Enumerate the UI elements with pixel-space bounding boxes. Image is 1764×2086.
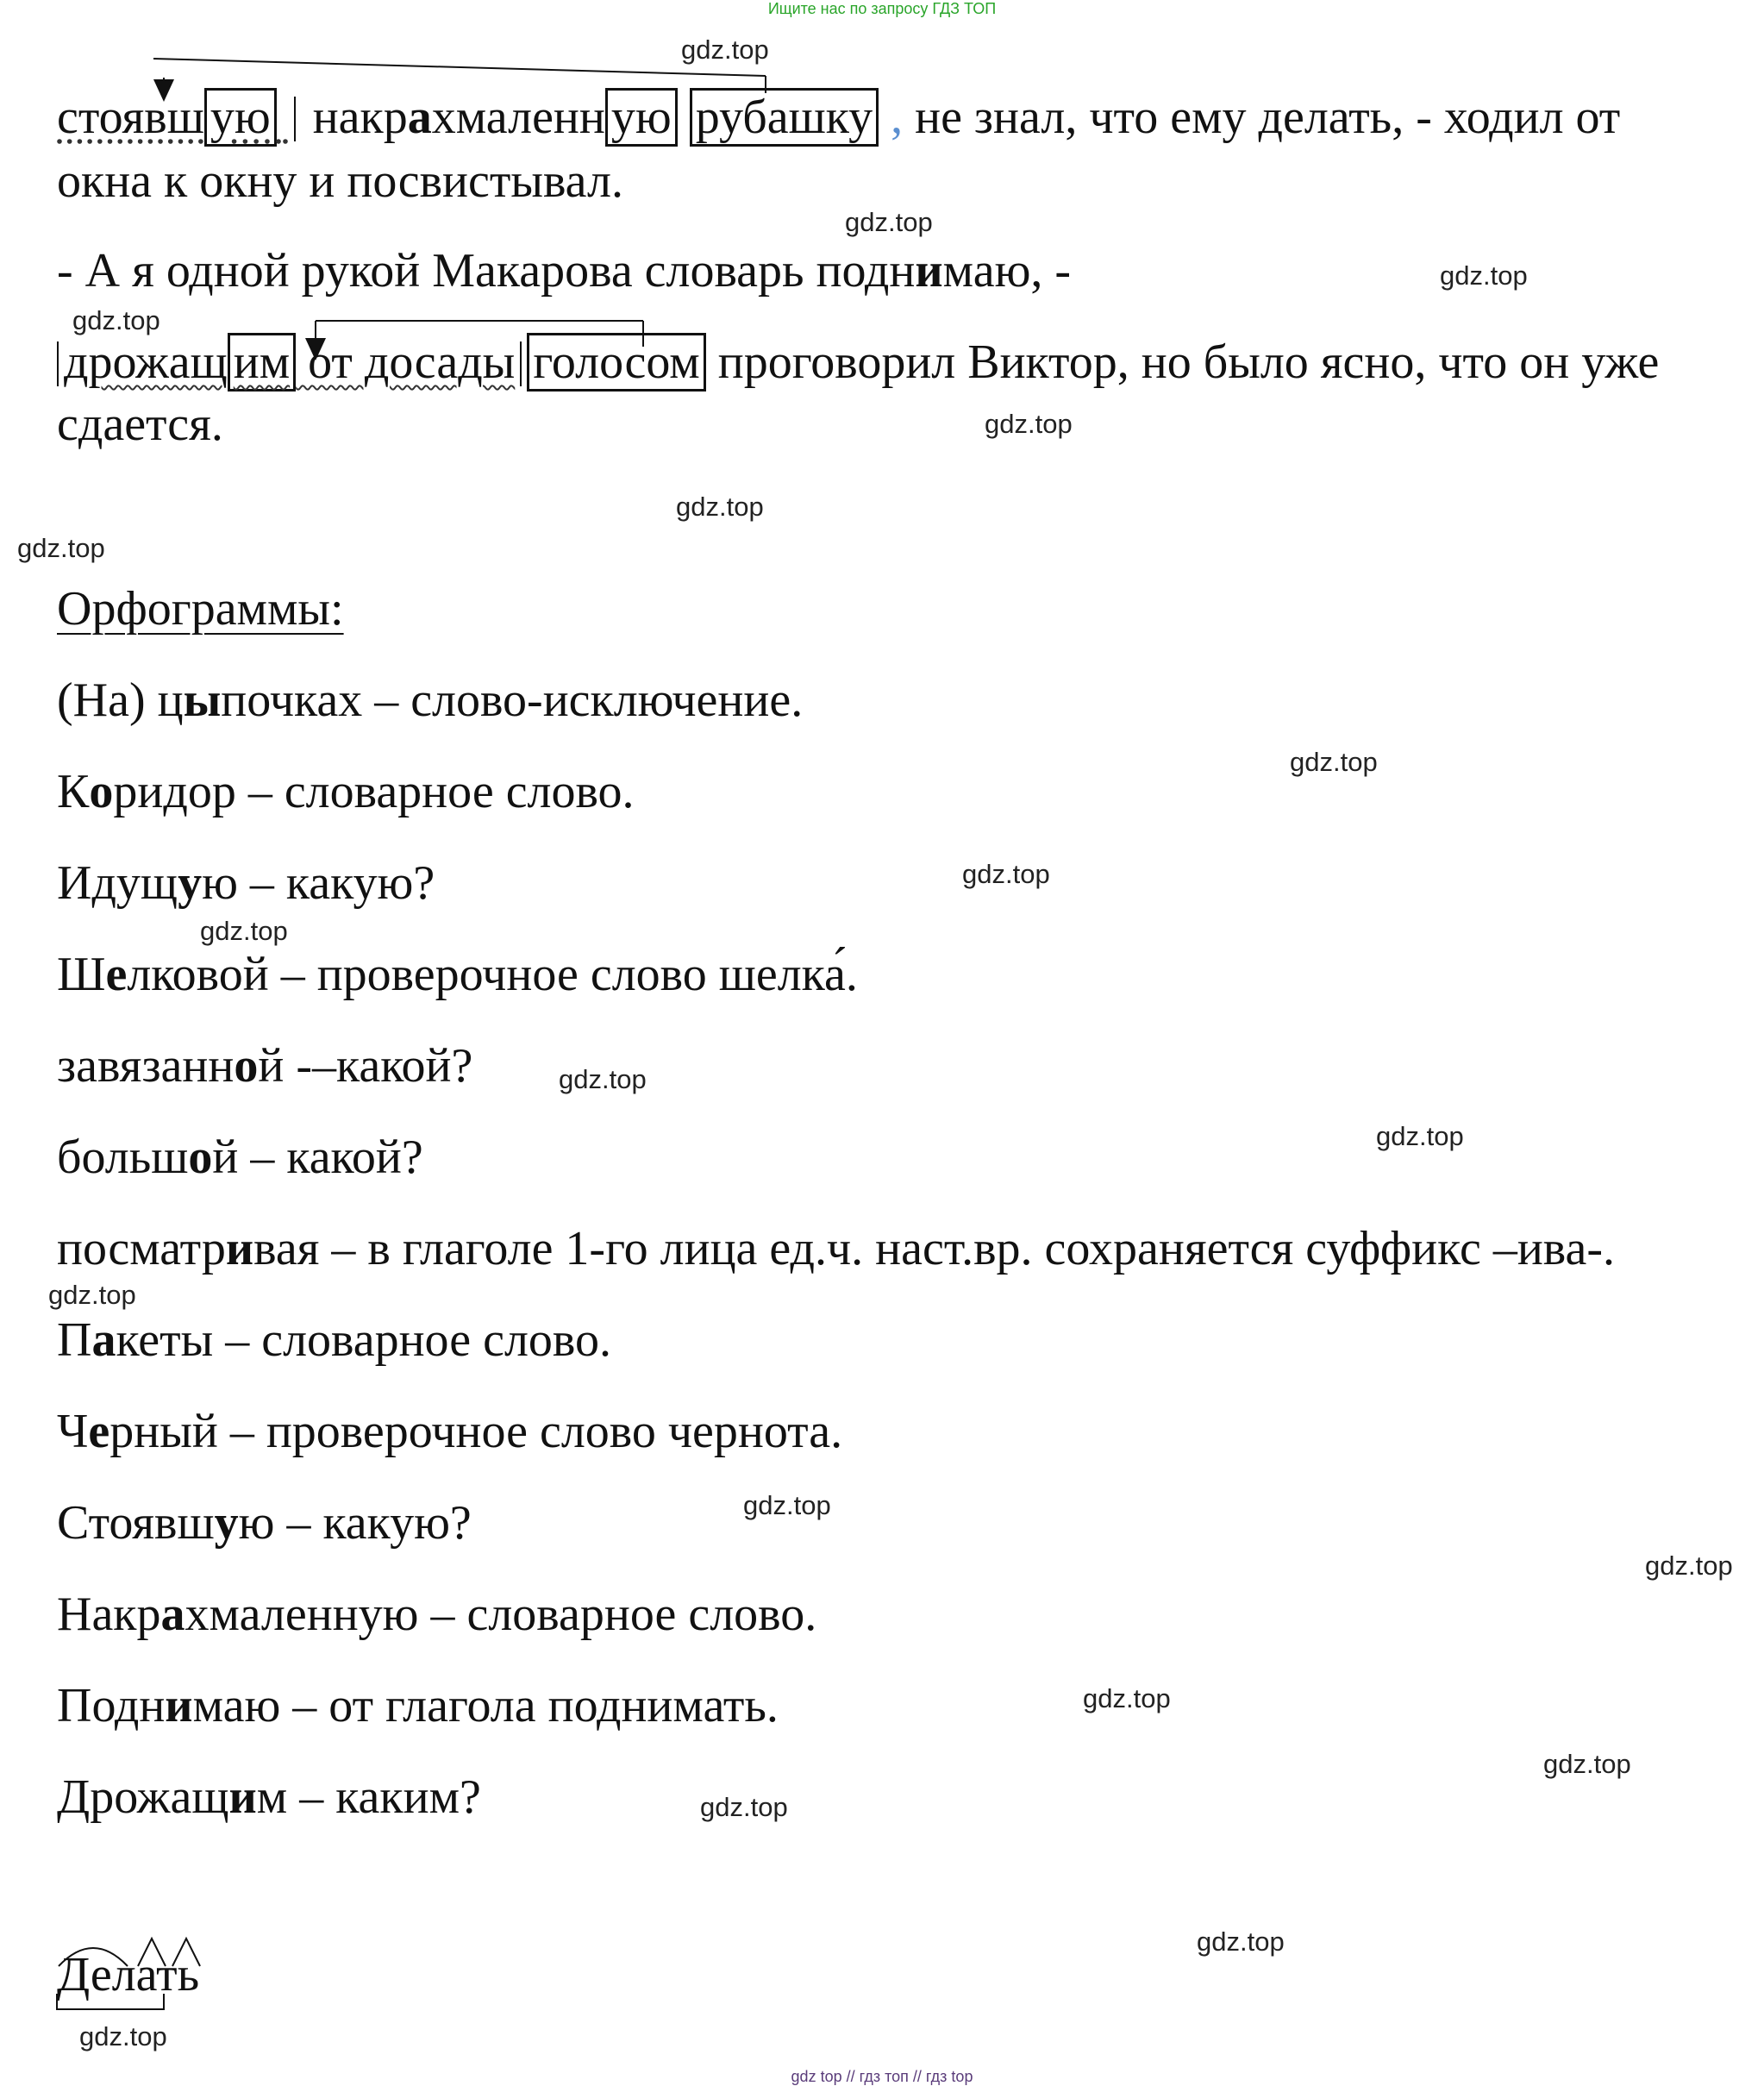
bold-letter: у	[178, 856, 203, 910]
watermark: gdz.top	[17, 533, 105, 563]
bold-letter: ы	[183, 673, 222, 727]
bold-letter: о	[89, 765, 114, 818]
top-banner: Ищите нас по запросу ГДЗ ТОП	[767, 0, 997, 17]
item-text: посматр	[57, 1222, 226, 1275]
watermark: gdz.top	[1645, 1550, 1733, 1581]
bold-letter: и	[228, 1770, 257, 1824]
item-text: лковой – проверочное слово шелка́.	[127, 948, 858, 1001]
orthogram-item	[57, 1131, 423, 1184]
orthogram-item	[57, 1407, 842, 1456]
watermark: gdz.top	[48, 1280, 136, 1310]
word-part: - А я одной рукой Макарова словарь подн	[57, 244, 916, 298]
word-part: не знал, что ему делать, - ходил от	[903, 91, 1621, 144]
watermark: gdz.top	[700, 1792, 788, 1822]
bold-letter: и	[225, 1222, 254, 1275]
item-text: К	[57, 765, 90, 818]
item-text: почках – слово-исключение.	[221, 673, 804, 727]
watermark: gdz.top	[681, 34, 769, 65]
item-text: завязанн	[57, 1039, 235, 1093]
morpheme-marks	[52, 1914, 224, 2018]
bold-letter: а	[407, 91, 432, 144]
watermark: gdz.top	[200, 916, 288, 946]
item-text: Накр	[57, 1588, 161, 1641]
orthogram-item	[57, 1039, 473, 1093]
watermark: gdz.top	[676, 492, 764, 522]
item-text: Стоявш	[57, 1496, 215, 1550]
bold-letter: и	[165, 1679, 193, 1732]
bold-letter: о	[234, 1039, 259, 1093]
item-text: Подн	[57, 1679, 166, 1732]
watermark: gdz.top	[743, 1490, 831, 1520]
ending-box: ую	[605, 88, 678, 147]
orthogram-item	[57, 673, 804, 727]
item-text: ридор – словарное слово.	[113, 765, 635, 818]
text-line-2: окна к окну и посвистывал.	[57, 154, 623, 208]
watermark: gdz.top	[1543, 1749, 1631, 1779]
item-text: Идущ	[57, 856, 178, 910]
item-text: рный – проверочное слово чернота.	[109, 1405, 843, 1458]
orthogram-item	[57, 856, 435, 910]
bold-letter: и	[915, 244, 943, 298]
word-part: хмаленн	[431, 91, 605, 144]
item-text: ю – какую?	[238, 1496, 472, 1550]
participle-phrase-2	[64, 333, 515, 392]
word-part: от досады	[296, 335, 516, 389]
watermark: gdz.top	[962, 859, 1050, 889]
bold-letter: у	[214, 1496, 239, 1550]
item-text: м – каким?	[256, 1770, 481, 1824]
text-line-5: сдается.	[57, 398, 223, 451]
phrase-bar	[57, 341, 59, 386]
watermark: gdz.top	[1197, 1926, 1285, 1957]
item-text: Ч	[57, 1405, 89, 1458]
item-text: ю – какую?	[202, 856, 435, 910]
word-part: накр	[300, 91, 408, 144]
watermark: gdz.top	[72, 305, 160, 335]
item-text: больш	[57, 1131, 189, 1184]
participle-phrase-1	[57, 88, 289, 147]
last-word: Делать	[57, 1948, 200, 2001]
word-part: дрожащ	[64, 335, 228, 389]
item-text: кеты – словарное слово.	[116, 1313, 611, 1367]
watermark: gdz.top	[1440, 260, 1528, 291]
bold-letter: а	[91, 1313, 116, 1367]
word-part: проговорил Виктор, но было ясно, что он уже	[705, 335, 1660, 389]
item-text: хмаленную – словарное слово.	[185, 1588, 817, 1641]
item-text: Дрожащ	[57, 1770, 229, 1824]
text-line-3	[57, 244, 1072, 298]
watermark: gdz.top	[985, 409, 1073, 439]
phrase-bar	[520, 341, 522, 386]
bold-letter: а	[160, 1588, 185, 1641]
item-text: маю – от глагола поднимать.	[192, 1679, 779, 1732]
watermark: gdz.top	[1290, 747, 1378, 777]
orthogram-item	[57, 1313, 611, 1367]
watermark: gdz.top	[845, 207, 933, 237]
orthogram-item	[57, 950, 858, 999]
watermark: gdz.top	[1083, 1683, 1171, 1713]
ending-box: им	[228, 333, 296, 392]
item-text: (На) ц	[57, 673, 184, 727]
item-text: й -–какой?	[258, 1039, 473, 1093]
phrase-bar	[294, 97, 296, 141]
word-part: стоявш	[57, 91, 204, 144]
word-part: маю, -	[942, 244, 1072, 298]
item-text: П	[57, 1313, 92, 1367]
bold-letter: о	[188, 1131, 213, 1184]
watermark: gdz.top	[559, 1064, 647, 1094]
comma: ,	[891, 91, 904, 144]
item-text: вая – в глаголе 1-го лица ед.ч. наст.вр. сохраняется суффикс –ива-.	[253, 1222, 1615, 1275]
bold-letter: е	[88, 1405, 110, 1458]
text-line-4	[57, 335, 1660, 389]
noun-box: рубашку	[690, 88, 879, 147]
orthogram-item	[57, 767, 635, 816]
item-text: Ш	[57, 948, 106, 1001]
orthogram-item	[57, 1770, 481, 1824]
ending-box: ую	[204, 88, 277, 147]
footer-links[interactable]: gdz top // гдз топ // гдз top	[791, 2068, 973, 2085]
watermark: gdz.top	[79, 2021, 167, 2052]
watermark: gdz.top	[1376, 1121, 1464, 1151]
text-line-1	[57, 91, 1621, 144]
item-text: й – какой?	[212, 1131, 423, 1184]
orthogram-item	[57, 1588, 817, 1641]
noun-box: голосом	[527, 333, 705, 392]
bold-letter: е	[105, 948, 128, 1001]
orthogram-item	[57, 1679, 779, 1732]
section-heading: Орфограммы:	[57, 582, 344, 636]
orthogram-item	[57, 1496, 472, 1550]
orthogram-item	[57, 1222, 1615, 1275]
